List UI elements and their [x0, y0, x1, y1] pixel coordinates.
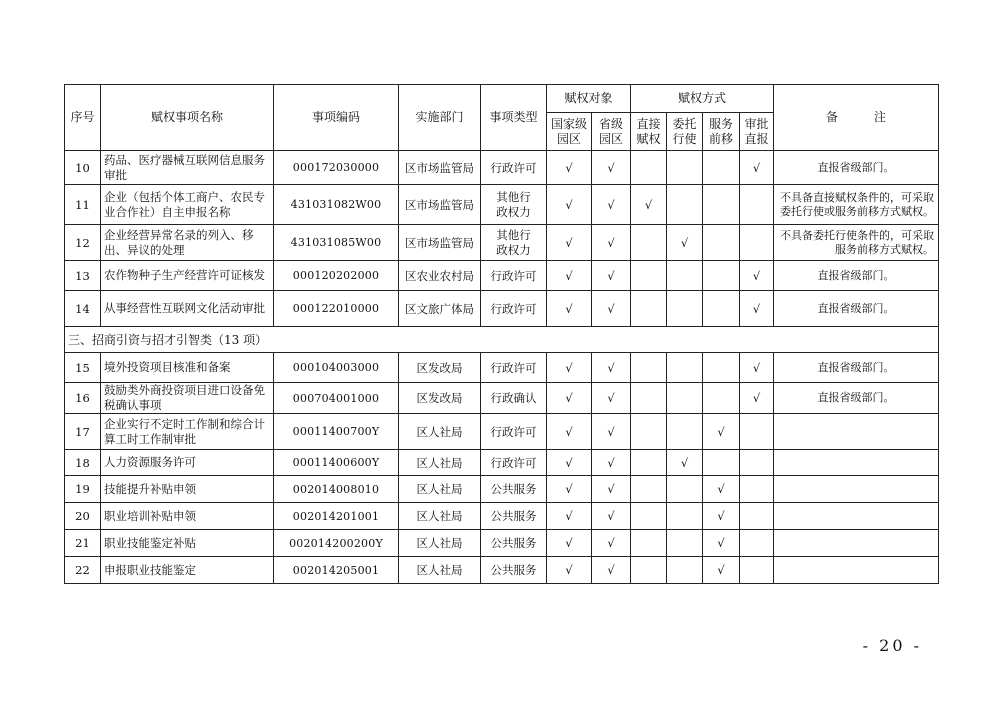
check-approval: √	[740, 261, 774, 291]
check-entrust: √	[667, 225, 703, 261]
row-code: 000172030000	[274, 151, 399, 185]
row-code: 002014008010	[274, 476, 399, 503]
check-entrust	[667, 383, 703, 414]
row-dept: 区人社局	[399, 414, 481, 450]
row-note: 直报省级部门。	[774, 291, 939, 327]
check-entrust	[667, 261, 703, 291]
row-dept: 区发改局	[399, 353, 481, 383]
row-seq: 17	[65, 414, 101, 450]
row-note	[774, 503, 939, 530]
page-number: - 20 -	[862, 636, 922, 655]
check-service: √	[703, 476, 740, 503]
check-national: √	[547, 530, 592, 557]
check-direct	[631, 450, 667, 476]
row-code: 002014200200Y	[274, 530, 399, 557]
check-approval: √	[740, 151, 774, 185]
check-approval	[740, 225, 774, 261]
check-approval	[740, 503, 774, 530]
check-provincial: √	[592, 450, 631, 476]
check-direct	[631, 530, 667, 557]
row-seq: 12	[65, 225, 101, 261]
row-note: 直报省级部门。	[774, 151, 939, 185]
empowerment-items-table	[64, 84, 939, 584]
row-seq: 21	[65, 530, 101, 557]
check-service	[703, 291, 740, 327]
table-row	[65, 185, 939, 225]
row-note	[774, 530, 939, 557]
check-direct	[631, 353, 667, 383]
check-direct: √	[631, 185, 667, 225]
row-type: 行政许可	[481, 151, 547, 185]
row-dept: 区人社局	[399, 530, 481, 557]
row-code: 00011400600Y	[274, 450, 399, 476]
row-note	[774, 476, 939, 503]
row-seq: 20	[65, 503, 101, 530]
check-entrust	[667, 557, 703, 584]
row-dept: 区市场监管局	[399, 151, 481, 185]
check-approval: √	[740, 353, 774, 383]
row-note: 直报省级部门。	[774, 353, 939, 383]
row-name: 境外投资项目核准和备案	[101, 353, 274, 383]
check-provincial: √	[592, 261, 631, 291]
row-dept: 区发改局	[399, 383, 481, 414]
section-row-group	[65, 327, 939, 353]
row-dept: 区人社局	[399, 503, 481, 530]
row-seq: 18	[65, 450, 101, 476]
row-name: 药品、医疗器械互联网信息服务审批	[101, 151, 274, 185]
header-remark: 备 注	[774, 85, 939, 151]
check-provincial: √	[592, 557, 631, 584]
check-service	[703, 185, 740, 225]
header-method-service: 服务 前移	[703, 113, 740, 151]
check-provincial: √	[592, 291, 631, 327]
row-dept: 区人社局	[399, 476, 481, 503]
row-seq: 13	[65, 261, 101, 291]
check-entrust: √	[667, 450, 703, 476]
row-name: 职业培训补贴申领	[101, 503, 274, 530]
section-title: 三、招商引资与招才引智类（13 项）	[65, 327, 939, 353]
header-dept: 实施部门	[399, 85, 481, 151]
check-entrust	[667, 414, 703, 450]
row-code: 002014201001	[274, 503, 399, 530]
table-row	[65, 383, 939, 414]
table-row	[65, 353, 939, 383]
row-type: 行政许可	[481, 261, 547, 291]
check-service: √	[703, 530, 740, 557]
row-seq: 14	[65, 291, 101, 327]
row-code: 431031082W00	[274, 185, 399, 225]
check-entrust	[667, 185, 703, 225]
row-dept: 区市场监管局	[399, 185, 481, 225]
row-seq: 10	[65, 151, 101, 185]
table-row	[65, 530, 939, 557]
table-row	[65, 151, 939, 185]
table-row	[65, 291, 939, 327]
row-type: 其他行政权力	[481, 185, 547, 225]
table-row	[65, 414, 939, 450]
check-provincial: √	[592, 503, 631, 530]
row-type: 公共服务	[481, 557, 547, 584]
check-approval	[740, 414, 774, 450]
row-name: 企业经营异常名录的列入、移出、异议的处理	[101, 225, 274, 261]
row-name: 职业技能鉴定补贴	[101, 530, 274, 557]
check-approval: √	[740, 383, 774, 414]
check-provincial: √	[592, 225, 631, 261]
table-header	[65, 85, 939, 151]
table-row	[65, 225, 939, 261]
check-service	[703, 225, 740, 261]
check-direct	[631, 291, 667, 327]
row-code: 000122010000	[274, 291, 399, 327]
row-seq: 16	[65, 383, 101, 414]
row-note: 直报省级部门。	[774, 383, 939, 414]
check-national: √	[547, 383, 592, 414]
check-entrust	[667, 503, 703, 530]
check-approval	[740, 450, 774, 476]
check-direct	[631, 225, 667, 261]
check-service: √	[703, 414, 740, 450]
row-type: 公共服务	[481, 476, 547, 503]
row-dept: 区文旅广体局	[399, 291, 481, 327]
check-approval	[740, 557, 774, 584]
check-service	[703, 450, 740, 476]
row-dept: 区农业农村局	[399, 261, 481, 291]
check-direct	[631, 151, 667, 185]
check-national: √	[547, 557, 592, 584]
check-provincial: √	[592, 185, 631, 225]
row-type: 公共服务	[481, 530, 547, 557]
check-approval	[740, 185, 774, 225]
check-national: √	[547, 476, 592, 503]
check-entrust	[667, 476, 703, 503]
row-seq: 15	[65, 353, 101, 383]
row-name: 鼓励类外商投资项目进口设备免税确认事项	[101, 383, 274, 414]
row-code: 002014205001	[274, 557, 399, 584]
row-name: 从事经营性互联网文化活动审批	[101, 291, 274, 327]
check-national: √	[547, 414, 592, 450]
check-direct	[631, 557, 667, 584]
header-seq: 序号	[65, 85, 101, 151]
table-body-part-1	[65, 151, 939, 327]
row-name: 人力资源服务许可	[101, 450, 274, 476]
row-note: 不具备委托行使条件的，可采取服务前移方式赋权。	[774, 225, 939, 261]
row-type: 行政许可	[481, 291, 547, 327]
row-name: 农作物种子生产经营许可证核发	[101, 261, 274, 291]
row-type: 行政许可	[481, 353, 547, 383]
row-seq: 11	[65, 185, 101, 225]
check-entrust	[667, 530, 703, 557]
row-seq: 22	[65, 557, 101, 584]
table-body-part-2	[65, 353, 939, 584]
check-service: √	[703, 503, 740, 530]
check-national: √	[547, 353, 592, 383]
header-method-group: 赋权方式	[631, 85, 774, 113]
table-row	[65, 261, 939, 291]
row-type: 行政确认	[481, 383, 547, 414]
row-code: 431031085W00	[274, 225, 399, 261]
header-method-direct: 直接 赋权	[631, 113, 667, 151]
check-service	[703, 383, 740, 414]
check-national: √	[547, 503, 592, 530]
row-note	[774, 414, 939, 450]
row-dept: 区人社局	[399, 450, 481, 476]
check-provincial: √	[592, 414, 631, 450]
header-target-group: 赋权对象	[547, 85, 631, 113]
check-direct	[631, 503, 667, 530]
header-type: 事项类型	[481, 85, 547, 151]
check-provincial: √	[592, 151, 631, 185]
row-type: 其他行政权力	[481, 225, 547, 261]
row-name: 企业实行不定时工作制和综合计算工时工作制审批	[101, 414, 274, 450]
check-direct	[631, 383, 667, 414]
header-method-approval: 审批 直报	[740, 113, 774, 151]
check-entrust	[667, 353, 703, 383]
row-note: 不具备直接赋权条件的，可采取委托行使或服务前移方式赋权。	[774, 185, 939, 225]
check-service: √	[703, 557, 740, 584]
check-national: √	[547, 185, 592, 225]
row-code: 000120202000	[274, 261, 399, 291]
check-direct	[631, 414, 667, 450]
check-entrust	[667, 151, 703, 185]
header-code: 事项编码	[274, 85, 399, 151]
check-approval	[740, 476, 774, 503]
row-dept: 区市场监管局	[399, 225, 481, 261]
row-dept: 区人社局	[399, 557, 481, 584]
row-code: 00011400700Y	[274, 414, 399, 450]
check-direct	[631, 476, 667, 503]
header-target-national: 国家级 园区	[547, 113, 592, 151]
row-name: 技能提升补贴申领	[101, 476, 274, 503]
row-type: 行政许可	[481, 450, 547, 476]
row-name: 企业（包括个体工商户、农民专业合作社）自主申报名称	[101, 185, 274, 225]
table-row	[65, 557, 939, 584]
check-provincial: √	[592, 530, 631, 557]
row-note	[774, 557, 939, 584]
check-national: √	[547, 261, 592, 291]
row-note	[774, 450, 939, 476]
check-service	[703, 151, 740, 185]
check-provincial: √	[592, 383, 631, 414]
check-service	[703, 261, 740, 291]
check-entrust	[667, 291, 703, 327]
check-direct	[631, 261, 667, 291]
row-type: 行政许可	[481, 414, 547, 450]
check-approval: √	[740, 291, 774, 327]
row-code: 000704001000	[274, 383, 399, 414]
check-national: √	[547, 291, 592, 327]
row-code: 000104003000	[274, 353, 399, 383]
check-approval	[740, 530, 774, 557]
check-service	[703, 353, 740, 383]
row-name: 申报职业技能鉴定	[101, 557, 274, 584]
header-name: 赋权事项名称	[101, 85, 274, 151]
check-national: √	[547, 151, 592, 185]
table-row	[65, 503, 939, 530]
header-target-provincial: 省级 园区	[592, 113, 631, 151]
row-seq: 19	[65, 476, 101, 503]
row-type: 公共服务	[481, 503, 547, 530]
table-row	[65, 476, 939, 503]
header-method-entrust: 委托 行使	[667, 113, 703, 151]
check-provincial: √	[592, 353, 631, 383]
table-row	[65, 450, 939, 476]
check-national: √	[547, 225, 592, 261]
row-note: 直报省级部门。	[774, 261, 939, 291]
check-national: √	[547, 450, 592, 476]
check-provincial: √	[592, 476, 631, 503]
